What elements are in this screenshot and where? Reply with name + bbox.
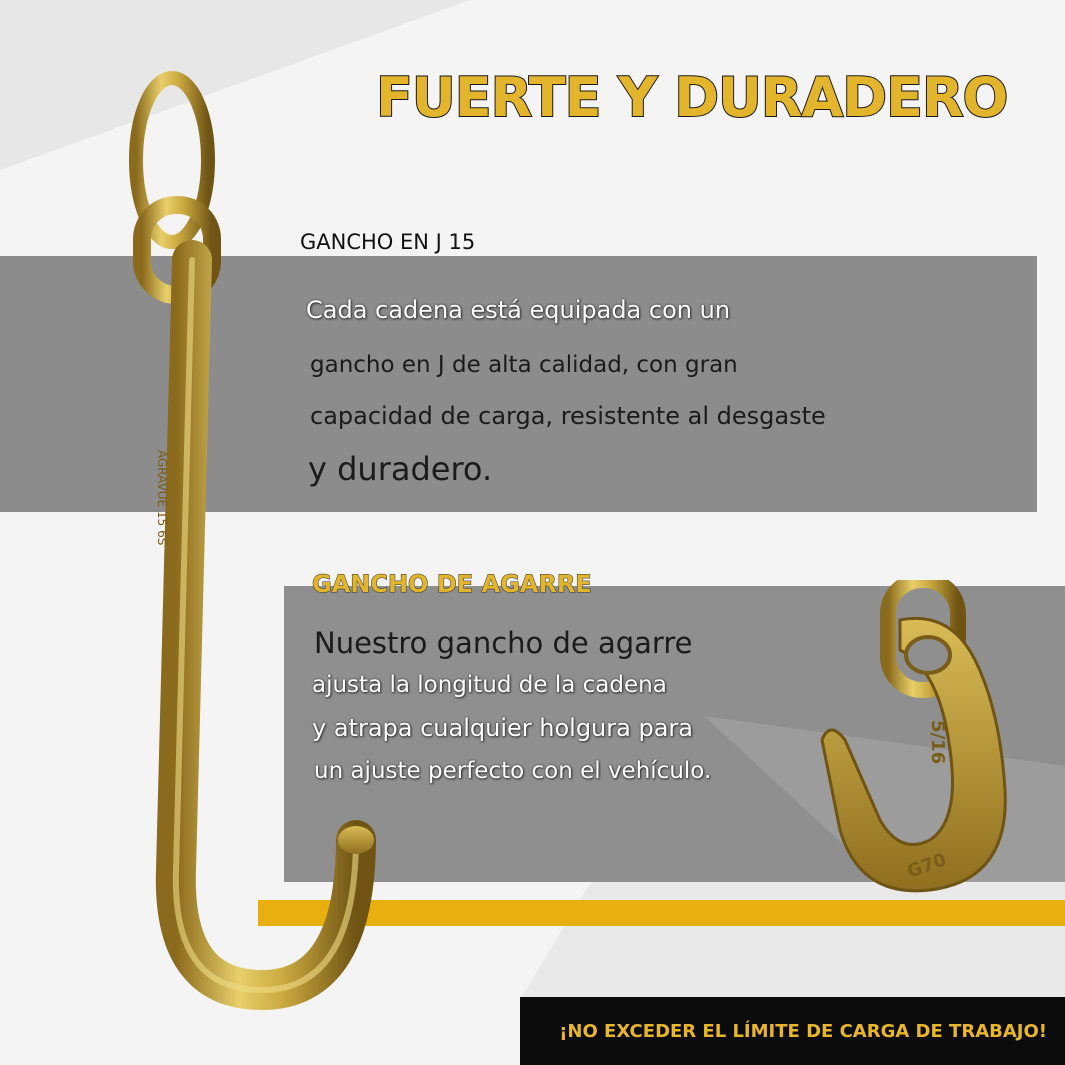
page-title: FUERTE Y DURADERO [376,66,1008,129]
grab-hook-heading: GANCHO DE AGARRE [312,570,592,598]
j-hook-text-line: gancho en J de alta calidad, con gran [310,352,738,378]
grab-hook-text-line: y atrapa cualquier holgura para [312,714,693,742]
j-hook-text-line: Cada cadena está equipada con un [306,296,731,324]
warning-banner [520,997,1065,1065]
grab-hook-size-marking: 5/16 [927,720,948,765]
grab-hook-text-line: Nuestro gancho de agarre [314,626,693,660]
grab-hook-grade-marking: G70 [904,849,950,883]
grab-hook-text-line: un ajuste perfecto con el vehículo. [314,758,712,784]
warning-text: ¡NO EXCEDER EL LÍMITE DE CARGA DE TRABAJO! [559,1021,1047,1042]
grab-hook-text-line: ajusta la longitud de la cadena [312,672,667,698]
grab-hook-icon [800,580,1065,910]
j-hook-icon [0,0,420,1065]
j-hook-text-line: y duradero. [308,450,493,488]
j-hook-text-line: capacidad de carga, resistente al desgaste [310,402,826,430]
j-hook-engraving: AGRAVUE 15 6S [155,450,169,546]
j-hook-heading: GANCHO EN J 15 [300,230,476,254]
